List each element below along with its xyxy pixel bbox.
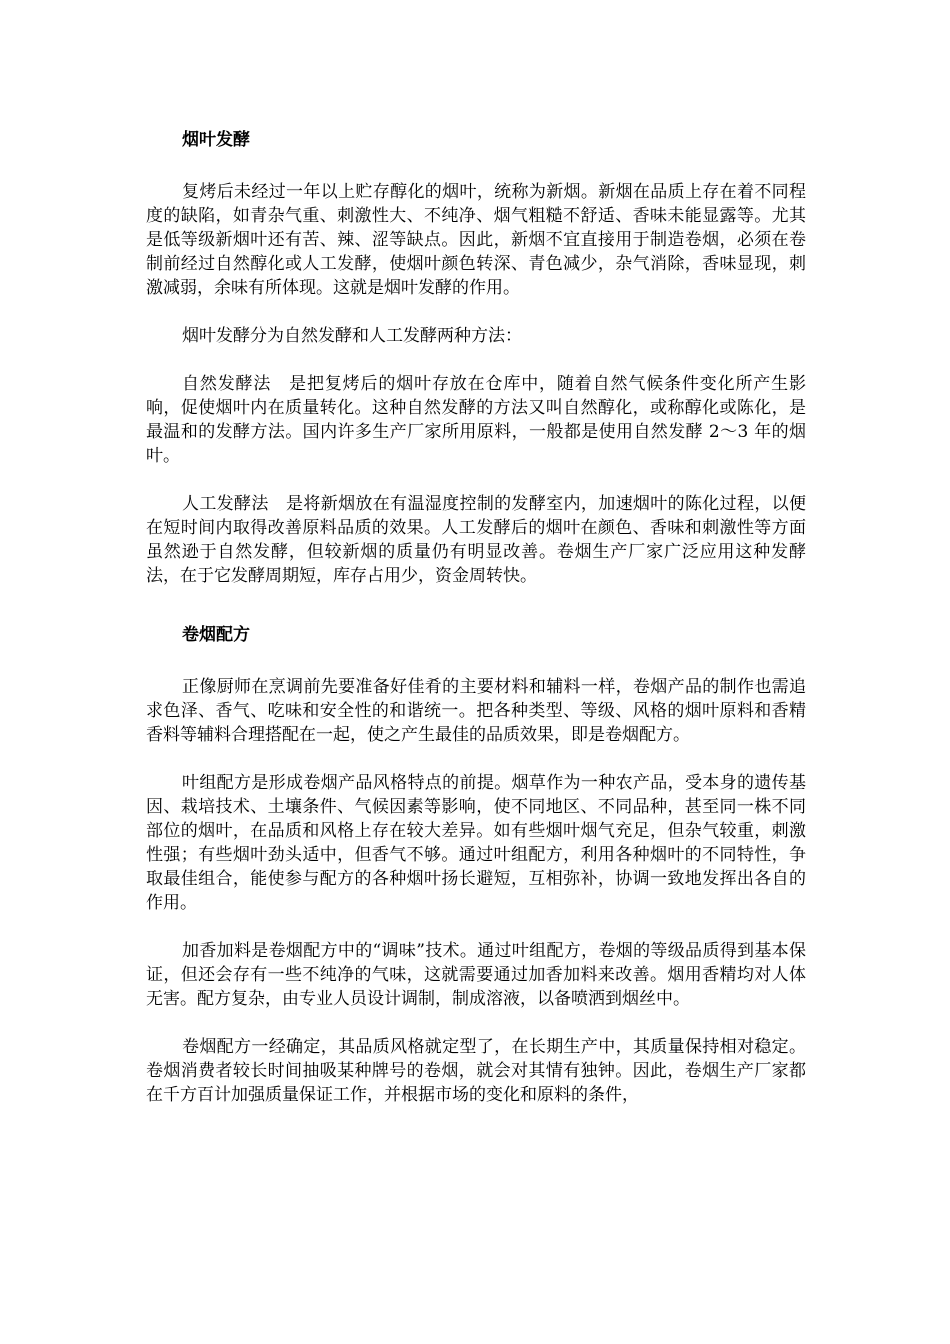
paragraph-blend-stability: 卷烟配方一经确定，其品质风格就定型了，在长期生产中，其质量保持相对稳定。卷烟消费者较长时间抽吸某种牌号的卷烟，就会对其情有独钟。因此，卷烟生产厂家都在千方百计加强质量保证工作，并根据市场的变化和原料的条件，	[146, 1037, 806, 1105]
document-page	[146, 120, 806, 1107]
paragraph-fermentation-methods: 烟叶发酵分为自然发酵和人工发酵两种方法：	[182, 326, 522, 346]
section-heading-leaf-fermentation: 烟叶发酵	[182, 130, 250, 150]
paragraph-leaf-group-blend: 叶组配方是形成卷烟产品风格特点的前提。烟草作为一种农产品，受本身的遗传基因、栽培技术、土壤条件、气候因素等影响，使不同地区、不同品种，甚至同一株不同部位的烟叶，在品质和风格上存在较大差异。如有些烟叶烟气充足，但杂气较重，刺激性强；有些烟叶劲头适中，但香气不够。通过叶组配方，利用各种烟叶的不同特性，争取最佳组合，能使参与配方的各种烟叶扬长避短，互相弥补，协调一致地发挥出各自的作用。	[146, 773, 806, 913]
paragraph-new-tobacco: 复烤后未经过一年以上贮存醇化的烟叶，统称为新烟。新烟在品质上存在着不同程度的缺陷，如青杂气重、刺激性大、不纯净、烟气粗糙不舒适、香味未能显露等。尤其是低等级新烟叶还有苦、辣、涩等缺点。因此，新烟不宜直接用于制造卷烟，必须在卷制前经过自然醇化或人工发酵，使烟叶颜色转深、青色减少，杂气消除，香味显现，刺激减弱，余味有所体现。这就是烟叶发酵的作用。	[146, 182, 806, 298]
paragraph-blend-intro: 正像厨师在烹调前先要准备好佳肴的主要材料和辅料一样，卷烟产品的制作也需追求色泽、香气、吃味和安全性的和谐统一。把各种类型、等级、风格的烟叶原料和香精香料等辅料合理搭配在一起，使之产生最佳的品质效果，即是卷烟配方。	[146, 677, 806, 745]
paragraph-flavoring: 加香加料是卷烟配方中的“调味”技术。通过叶组配方，卷烟的等级品质得到基本保证，但还会存有一些不纯净的气味，这就需要通过加香加料来改善。烟用香精均对人体无害。配方复杂，由专业人员设计调制，制成溶液，以备喷洒到烟丝中。	[146, 941, 806, 1009]
paragraph-artificial-fermentation: 人工发酵法 是将新烟放在有温湿度控制的发酵室内，加速烟叶的陈化过程，以便在短时间内取得改善原料品质的效果。人工发酵后的烟叶在颜色、香味和刺激性等方面虽然逊于自然发酵，但较新烟的质量仍有明显改善。卷烟生产厂家广泛应用这种发酵法，在于它发酵周期短，库存占用少，资金周转快。	[146, 494, 806, 586]
paragraph-natural-fermentation: 自然发酵法 是把复烤后的烟叶存放在仓库中，随着自然气候条件变化所产生影响，促使烟叶内在质量转化。这种自然发酵的方法又叫自然醇化，或称醇化或陈化，是最温和的发酵方法。国内许多生产厂家所用原料，一般都是使用自然发酵 2～3 年的烟叶。	[146, 374, 806, 466]
section-heading-cigarette-blend: 卷烟配方	[182, 625, 250, 645]
